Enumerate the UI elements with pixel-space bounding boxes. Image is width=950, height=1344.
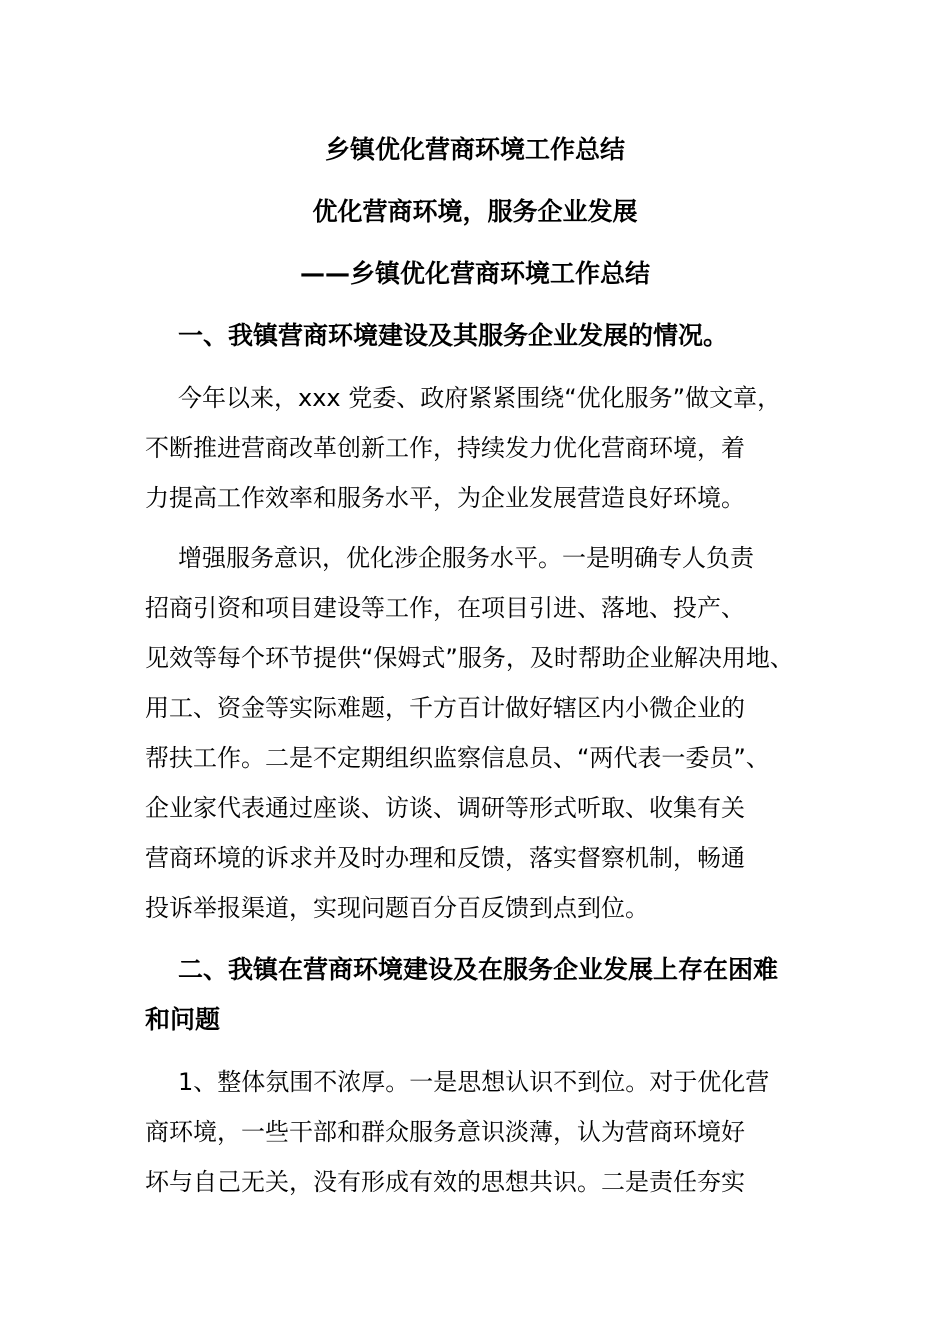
paragraph-line: 今年以来，xxx 党委、政府紧紧围绕“优化服务”做文章， — [178, 384, 782, 412]
section-heading-2 — [145, 945, 810, 1045]
paragraph-line: 投诉举报渠道，实现问题百分百反馈到点到位。 — [145, 894, 649, 922]
paragraph-line: 增强服务意识，优化涉企服务水平。一是明确专人负责 — [178, 544, 754, 572]
paragraph-line: 帮扶工作。二是不定期组织监察信息员、“两代表一委员”、 — [145, 744, 770, 772]
section-heading-1-line: 一、我镇营商环境建设及其服务企业发展的情况。 — [178, 321, 729, 350]
paragraph-line: 坏与自己无关，没有形成有效的思想共识。二是责任夯实 — [145, 1168, 745, 1196]
paragraph-line: 招商引资和项目建设等工作，在项目引进、落地、投产、 — [145, 594, 745, 622]
paragraph-line: 见效等每个环节提供“保姆式”服务，及时帮助企业解决用地、 — [145, 644, 794, 672]
paragraph-line: 营商环境的诉求并及时办理和反馈，落实督察机制，畅通 — [145, 844, 745, 872]
paragraph-line: 不断推进营商改革创新工作，持续发力优化营商环境，着 — [145, 434, 745, 462]
paragraph-line: 企业家代表通过座谈、访谈、调研等形式听取、收集有关 — [145, 794, 745, 822]
paragraph-line: 1、整体氛围不浓厚。一是思想认识不到位。对于优化营 — [178, 1068, 770, 1096]
paragraph-line: 用工、资金等实际难题，千方百计做好辖区内小微企业的 — [145, 694, 745, 722]
section-heading-1 — [145, 311, 810, 361]
paragraph-2 — [145, 533, 825, 933]
paragraph-1 — [145, 373, 825, 523]
paragraph-line: 力提高工作效率和服务水平，为企业发展营造良好环境。 — [145, 484, 745, 512]
section-heading-2-line: 二、我镇在营商环境建设及在服务企业发展上存在困难 — [178, 955, 779, 984]
paragraph-3 — [145, 1057, 825, 1207]
document-subtitle-dash: ——乡镇优化营商环境工作总结 — [299, 259, 650, 288]
paragraph-line: 商环境，一些干部和群众服务意识淡薄，认为营商环境好 — [145, 1118, 745, 1146]
document-subtitle: 优化营商环境，服务企业发展 — [312, 197, 638, 226]
section-heading-2-line: 和问题 — [145, 1005, 221, 1034]
document-title: 乡镇优化营商环境工作总结 — [324, 135, 625, 164]
